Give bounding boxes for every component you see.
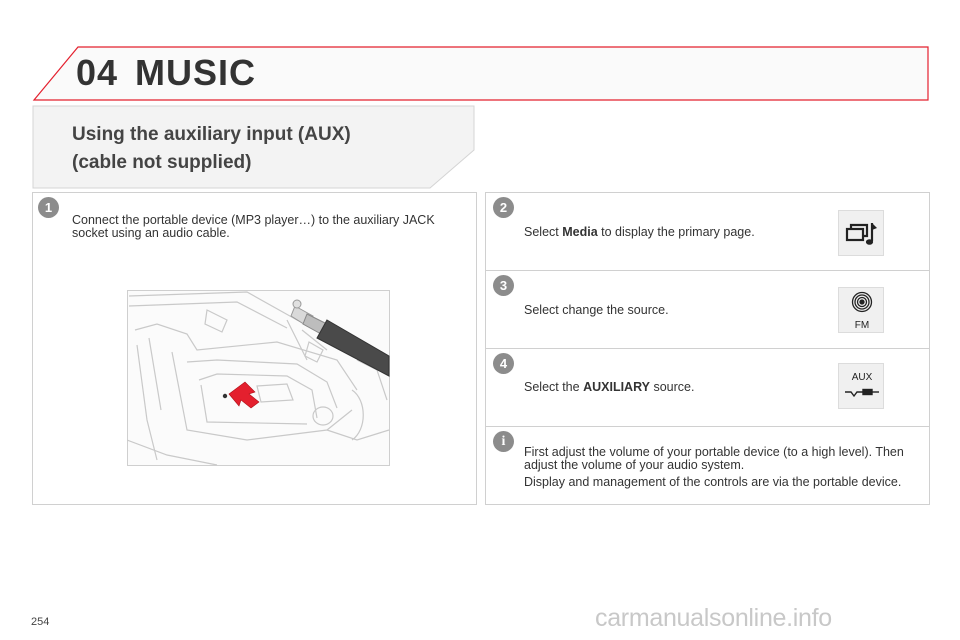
step-2-text — [524, 226, 755, 239]
section-title-line1: Using the auxiliary input (AUX) — [72, 124, 351, 145]
step-2-text-prefix: Select — [524, 225, 563, 239]
chapter-number: 04 — [76, 52, 119, 93]
section-title — [72, 121, 351, 177]
step-4-text-prefix: Select the — [524, 380, 584, 394]
step-1-text-line2: socket using an audio cable. — [72, 226, 230, 240]
source-button[interactable] — [838, 287, 884, 333]
aux-jack-icon — [839, 364, 885, 410]
step-4-text — [524, 381, 694, 394]
step-2-number-icon: 2 — [493, 197, 514, 218]
step-1-text — [72, 214, 435, 240]
step-2-text-suffix: to display the primary page. — [597, 225, 755, 239]
info-para2: Display and management of the controls are via the portable device. — [524, 475, 902, 489]
fm-source-icon — [839, 288, 885, 334]
separator-2 — [486, 348, 929, 349]
fm-label: FM — [854, 320, 870, 331]
media-music-icon — [839, 211, 885, 257]
info-para1-line2: adjust the volume of your audio system. — [524, 458, 745, 472]
step-4-number-icon: 4 — [493, 353, 514, 374]
separator-1 — [486, 270, 929, 271]
step-2-text-bold: Media — [562, 225, 598, 239]
aux-socket-dot — [223, 394, 227, 398]
step-1-text-line1: Connect the portable device (MP3 player…) to the auxiliary JACK — [72, 213, 435, 227]
aux-label: AUX — [851, 372, 873, 383]
info-icon: i — [493, 431, 514, 452]
watermark: carmanualsonline.info — [595, 604, 832, 632]
step-3-number-icon: 3 — [493, 275, 514, 296]
info-para1-line1: First adjust the volume of your portable device (to a high level). Then — [524, 445, 904, 459]
step-3-text: Select change the source. — [524, 303, 669, 317]
page-number: 254 — [31, 616, 50, 628]
step-1-number-icon: 1 — [38, 197, 59, 218]
section-title-line2: (cable not supplied) — [72, 152, 252, 173]
aux-button[interactable] — [838, 363, 884, 409]
step-4-text-bold: AUXILIARY — [583, 380, 650, 394]
chapter-title: MUSIC — [135, 52, 256, 93]
aux-socket-illustration — [127, 290, 390, 466]
media-button[interactable] — [838, 210, 884, 256]
separator-3 — [486, 426, 929, 427]
info-text — [524, 446, 904, 489]
step-4-text-suffix: source. — [649, 380, 695, 394]
